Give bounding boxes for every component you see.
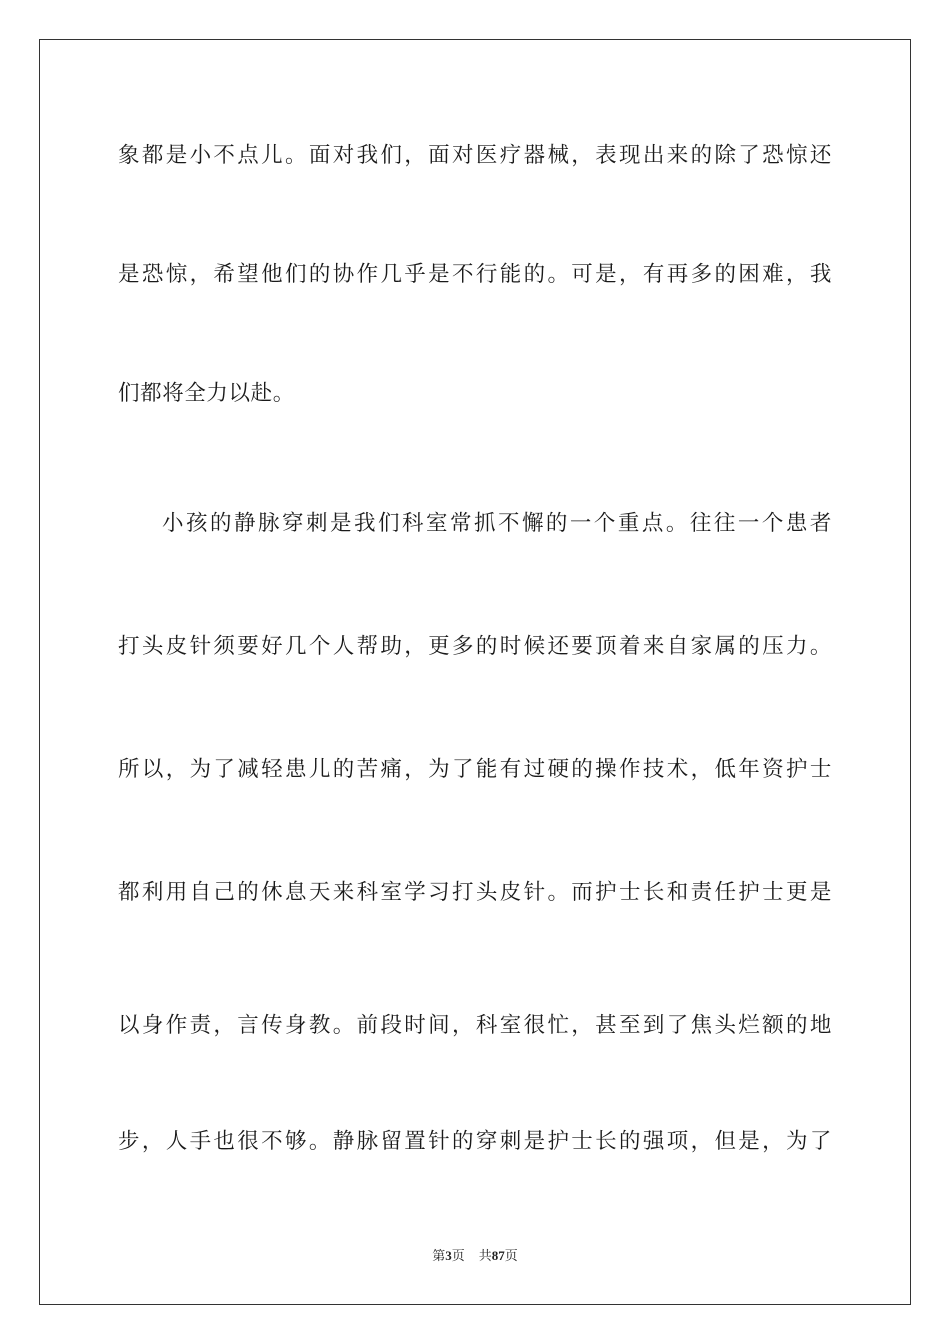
text-line-6: 所以，为了减轻患儿的苦痛，为了能有过硬的操作技术，低年资护士 (118, 757, 832, 782)
text-line-7: 都利用自己的休息天来科室学习打头皮针。而护士长和责任护士更是 (118, 880, 832, 905)
text-line-4: 小孩的静脉穿刺是我们科室常抓不懈的一个重点。往往一个患者 (162, 511, 832, 536)
text-line-5: 打头皮针须要好几个人帮助，更多的时候还要顶着来自家属的压力。 (118, 634, 832, 659)
total-pages: 87 (491, 1248, 505, 1263)
page-number: 3 (445, 1248, 452, 1263)
page-border (39, 39, 911, 1305)
text-line-1: 象都是小不点儿。面对我们，面对医疗器械，表现出来的除了恐惊还 (118, 143, 832, 168)
total-prefix: 共 (478, 1249, 492, 1264)
page-suffix: 页 (451, 1249, 465, 1264)
text-line-9: 步，人手也很不够。静脉留置针的穿刺是护士长的强项，但是，为了 (118, 1129, 832, 1154)
page-prefix: 第 (432, 1249, 446, 1264)
total-suffix: 页 (504, 1249, 518, 1264)
text-line-2: 是恐惊，希望他们的协作几乎是不行能的。可是，有再多的困难，我 (118, 262, 832, 287)
page-footer (0, 1247, 950, 1266)
text-line-8: 以身作责，言传身教。前段时间，科室很忙，甚至到了焦头烂额的地 (118, 1013, 832, 1038)
text-line-3: 们都将全力以赴。 (118, 381, 295, 406)
